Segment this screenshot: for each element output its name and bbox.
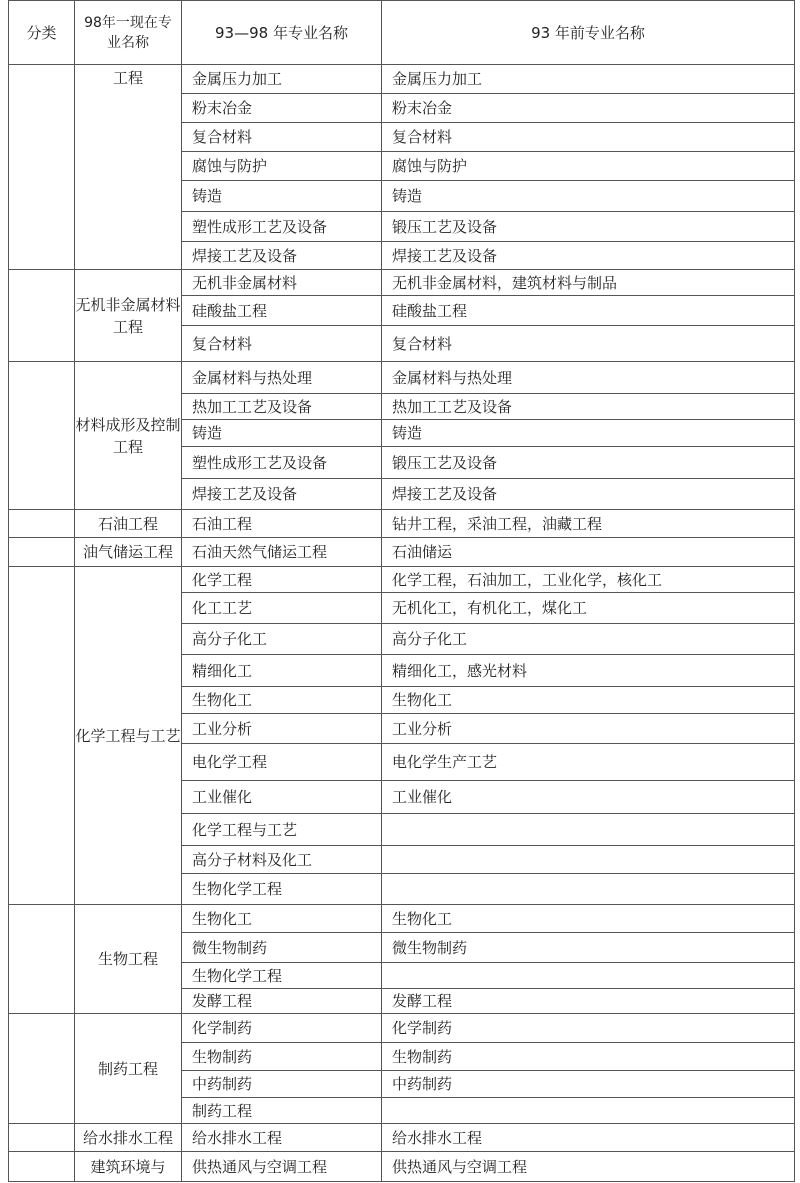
major-pre93: 焊接工艺及设备: [382, 242, 795, 270]
table-row: [9, 538, 795, 567]
major-93-98: 高分子化工: [182, 624, 382, 655]
major-pre93: [382, 963, 795, 989]
major-93-98: 生物化工: [182, 687, 382, 714]
major-93-98: 精细化工: [182, 655, 382, 687]
major-93-98: 塑性成形工艺及设备: [182, 212, 382, 242]
major-pre93: 复合材料: [382, 123, 795, 152]
major-pre93: 工业分析: [382, 714, 795, 744]
major-pre93: 金属压力加工: [382, 65, 795, 94]
major-93-98: 焊接工艺及设备: [182, 242, 382, 270]
major-pre93: 铸造: [382, 420, 795, 447]
current-major-name: 石油工程: [75, 510, 182, 538]
table-row: [9, 270, 795, 296]
major-93-98: 生物化工: [182, 905, 382, 933]
current-major-name: 制药工程: [75, 1014, 182, 1124]
table-row: [9, 567, 795, 593]
major-pre93: 生物化工: [382, 905, 795, 933]
major-pre93: 腐蚀与防护: [382, 152, 795, 181]
major-pre93: [382, 846, 795, 874]
header-category: 分类: [9, 1, 75, 65]
major-93-98: 化学制药: [182, 1014, 382, 1043]
major-pre93: 高分子化工: [382, 624, 795, 655]
category-cell: [9, 538, 75, 567]
major-pre93: 铸造: [382, 181, 795, 212]
category-cell: [9, 510, 75, 538]
major-pre93: [382, 814, 795, 846]
current-major-name: 给水排水工程: [75, 1124, 182, 1152]
major-93-98: 石油天然气储运工程: [182, 538, 382, 567]
major-pre93: 焊接工艺及设备: [382, 479, 795, 510]
major-pre93: 硅酸盐工程: [382, 296, 795, 326]
current-major-name: 无机非金属材料工程: [75, 270, 182, 362]
category-cell: [9, 1152, 75, 1182]
category-cell: [9, 270, 75, 362]
major-93-98: 复合材料: [182, 123, 382, 152]
major-pre93: 微生物制药: [382, 933, 795, 963]
major-93-98: 化学工程: [182, 567, 382, 593]
category-cell: [9, 65, 75, 270]
table-header-row: [9, 1, 795, 65]
major-93-98: 金属材料与热处理: [182, 362, 382, 394]
major-93-98: 工业催化: [182, 781, 382, 814]
major-pre93: 热加工工艺及设备: [382, 394, 795, 420]
major-pre93: 化学制药: [382, 1014, 795, 1043]
major-pre93: 复合材料: [382, 326, 795, 362]
major-93-98: 腐蚀与防护: [182, 152, 382, 181]
major-93-98: 铸造: [182, 420, 382, 447]
header-pre93-name: 93 年前专业名称: [382, 1, 795, 65]
category-cell: [9, 362, 75, 510]
major-93-98: 粉末冶金: [182, 94, 382, 123]
major-pre93: 工业催化: [382, 781, 795, 814]
table-row: [9, 510, 795, 538]
header-current-name: 98年一现在专业名称: [75, 1, 182, 65]
major-93-98: 金属压力加工: [182, 65, 382, 94]
header-93-98-name: 93—98 年专业名称: [182, 1, 382, 65]
major-93-98: 硅酸盐工程: [182, 296, 382, 326]
table-body: [9, 65, 795, 1182]
major-pre93: 粉末冶金: [382, 94, 795, 123]
major-pre93: 精细化工，感光材料: [382, 655, 795, 687]
major-93-98: 电化学工程: [182, 744, 382, 781]
major-pre93: [382, 1098, 795, 1124]
major-pre93: 钻井工程，采油工程，油藏工程: [382, 510, 795, 538]
major-93-98: 石油工程: [182, 510, 382, 538]
major-pre93: 发酵工程: [382, 989, 795, 1014]
major-93-98: 供热通风与空调工程: [182, 1152, 382, 1182]
category-cell: [9, 1124, 75, 1152]
major-93-98: 中药制药: [182, 1071, 382, 1098]
major-93-98: 复合材料: [182, 326, 382, 362]
major-pre93: 给水排水工程: [382, 1124, 795, 1152]
major-pre93: [382, 874, 795, 905]
major-93-98: 工业分析: [182, 714, 382, 744]
major-93-98: 生物制药: [182, 1043, 382, 1071]
major-93-98: 化学工程与工艺: [182, 814, 382, 846]
major-93-98: 微生物制药: [182, 933, 382, 963]
current-major-name: 建筑环境与: [75, 1152, 182, 1182]
table-row: [9, 1124, 795, 1152]
major-93-98: 焊接工艺及设备: [182, 479, 382, 510]
current-major-name: 化学工程与工艺: [75, 567, 182, 905]
major-93-98: 生物化学工程: [182, 874, 382, 905]
major-93-98: 塑性成形工艺及设备: [182, 447, 382, 479]
major-93-98: 给水排水工程: [182, 1124, 382, 1152]
major-pre93: 供热通风与空调工程: [382, 1152, 795, 1182]
major-93-98: 无机非金属材料: [182, 270, 382, 296]
major-pre93: 化学工程，石油加工，工业化学，核化工: [382, 567, 795, 593]
current-major-name: 生物工程: [75, 905, 182, 1014]
major-93-98: 生物化学工程: [182, 963, 382, 989]
table-row: [9, 905, 795, 933]
current-major-name: 材料成形及控制工程: [75, 362, 182, 510]
table-row: [9, 1014, 795, 1043]
category-cell: [9, 567, 75, 905]
major-93-98: 铸造: [182, 181, 382, 212]
major-93-98: 发酵工程: [182, 989, 382, 1014]
major-pre93: 无机化工，有机化工，煤化工: [382, 593, 795, 624]
major-pre93: 中药制药: [382, 1071, 795, 1098]
major-93-98: 制药工程: [182, 1098, 382, 1124]
major-pre93: 生物制药: [382, 1043, 795, 1071]
major-name-table: [8, 0, 795, 1182]
major-pre93: 金属材料与热处理: [382, 362, 795, 394]
major-pre93: 锻压工艺及设备: [382, 447, 795, 479]
major-93-98: 化工工艺: [182, 593, 382, 624]
table-row: [9, 65, 795, 94]
table-row: [9, 1152, 795, 1182]
major-pre93: 无机非金属材料，建筑材料与制品: [382, 270, 795, 296]
major-pre93: 生物化工: [382, 687, 795, 714]
major-pre93: 电化学生产工艺: [382, 744, 795, 781]
major-pre93: 锻压工艺及设备: [382, 212, 795, 242]
category-cell: [9, 1014, 75, 1124]
major-93-98: 高分子材料及化工: [182, 846, 382, 874]
category-cell: [9, 905, 75, 1014]
major-93-98: 热加工工艺及设备: [182, 394, 382, 420]
current-major-name: 油气储运工程: [75, 538, 182, 567]
table-row: [9, 362, 795, 394]
major-pre93: 石油储运: [382, 538, 795, 567]
current-major-name: 工程: [75, 65, 182, 270]
